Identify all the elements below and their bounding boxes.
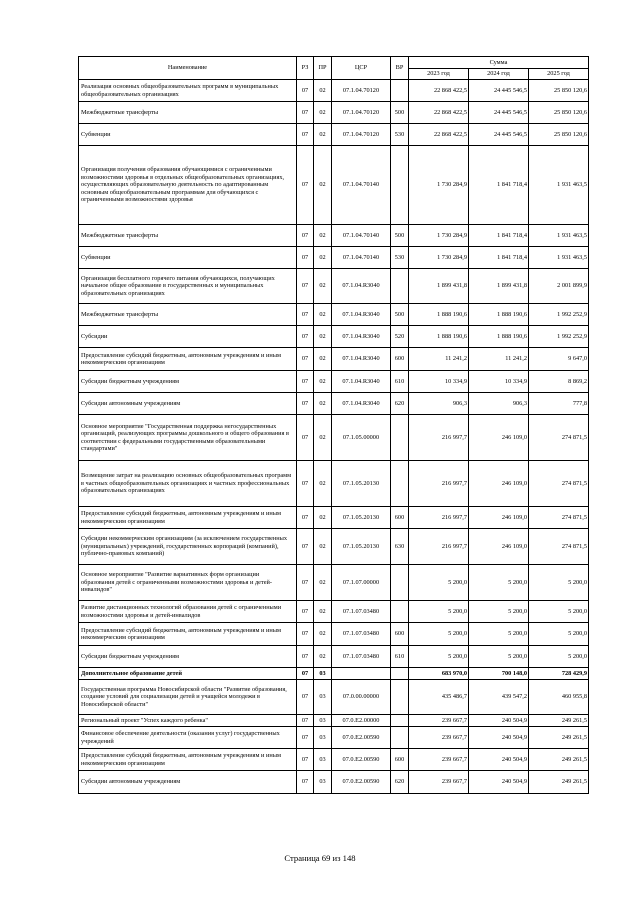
header-year-2023: 2023 год [409,69,469,80]
row-pr: 03 [314,749,332,771]
row-csr: 07.0.E2.00000 [332,715,391,727]
row-value-2025: 728 429,9 [529,668,589,680]
row-name: Межбюджетные трансферты [79,225,297,247]
row-vr [391,565,409,601]
row-value-2024: 11 241,2 [469,348,529,371]
row-rz: 07 [297,304,314,326]
row-rz: 07 [297,269,314,304]
row-pr: 02 [314,304,332,326]
row-value-2025: 249 261,5 [529,715,589,727]
row-value-2023: 1 888 190,6 [409,304,469,326]
row-pr: 02 [314,565,332,601]
row-value-2023: 435 486,7 [409,680,469,715]
row-csr: 07.1.04.70120 [332,102,391,124]
header-pr: ПР [314,57,332,80]
row-value-2023: 906,3 [409,393,469,415]
row-vr: 610 [391,646,409,668]
row-value-2025: 25 850 120,6 [529,124,589,146]
table-row [79,102,589,124]
row-name: Дополнительное образование детей [79,668,297,680]
row-value-2024: 240 504,9 [469,727,529,749]
table-row [79,415,589,461]
row-rz: 07 [297,623,314,646]
row-rz: 07 [297,225,314,247]
row-value-2025: 777,8 [529,393,589,415]
row-value-2023: 22 868 422,5 [409,124,469,146]
row-value-2025: 5 200,0 [529,623,589,646]
row-name: Межбюджетные трансферты [79,304,297,326]
row-value-2025: 1 992 252,9 [529,304,589,326]
table-row [79,727,589,749]
table-row [79,80,589,102]
row-value-2023: 1 730 284,9 [409,146,469,225]
row-value-2025: 249 261,5 [529,727,589,749]
row-value-2024: 1 841 718,4 [469,247,529,269]
header-rz: РЗ [297,57,314,80]
row-pr: 03 [314,668,332,680]
row-pr: 02 [314,102,332,124]
row-name: Организация получения образования обучающимися с ограниченными возможностями здоровья в отдельных общеобразовательных организациях, осуществляющих образовательную деятельность по адаптированным основным общеобразовательным программам для обучающихся с ограниченными возможностями здоровья [79,146,297,225]
row-csr: 07.1.04.70120 [332,124,391,146]
row-rz: 07 [297,102,314,124]
row-value-2023: 216 997,7 [409,507,469,529]
row-pr: 02 [314,415,332,461]
header-row [79,57,589,69]
table-row [79,326,589,348]
row-vr [391,415,409,461]
table-row [79,304,589,326]
row-name: Предоставление субсидий бюджетным, автономным учреждениям и иным некоммерческим организациям [79,623,297,646]
row-value-2023: 239 667,7 [409,771,469,794]
row-pr: 02 [314,80,332,102]
row-name: Субсидии бюджетным учреждениям [79,371,297,393]
row-value-2023: 1 899 431,8 [409,269,469,304]
row-csr: 07.1.04.R3040 [332,304,391,326]
row-vr: 500 [391,304,409,326]
row-value-2024: 5 200,0 [469,646,529,668]
row-pr: 02 [314,326,332,348]
table-row [79,393,589,415]
row-value-2025: 274 871,5 [529,529,589,565]
row-value-2024: 246 109,0 [469,529,529,565]
row-value-2025: 1 992 252,9 [529,326,589,348]
row-value-2025: 1 931 463,5 [529,225,589,247]
row-csr: 07.1.07.03480 [332,646,391,668]
row-value-2025: 5 200,0 [529,601,589,623]
row-pr: 03 [314,771,332,794]
row-value-2025: 1 931 463,5 [529,146,589,225]
row-rz: 07 [297,771,314,794]
row-rz: 07 [297,393,314,415]
row-csr: 07.1.04.70140 [332,225,391,247]
row-value-2025: 274 871,5 [529,461,589,507]
row-value-2023: 239 667,7 [409,727,469,749]
row-value-2023: 216 997,7 [409,529,469,565]
row-pr: 02 [314,646,332,668]
table-row [79,371,589,393]
row-csr: 07.1.04.70140 [332,146,391,225]
table-row [79,146,589,225]
row-name: Субсидии некоммерческим организациям (за исключением государственных (муниципальных) учреждений, государственных корпораций (компаний), публично-правовых компаний) [79,529,297,565]
row-pr: 02 [314,146,332,225]
header-sum: Сумма [409,57,589,69]
row-pr: 02 [314,623,332,646]
row-value-2024: 240 504,9 [469,771,529,794]
row-name: Реализация основных общеобразовательных программ в муниципальных общеобразовательных организациях [79,80,297,102]
row-name: Возмещение затрат на реализацию основных общеобразовательных программ в частных общеобразовательных организациях и частных профессиональных образовательных организациях [79,461,297,507]
row-rz: 07 [297,124,314,146]
row-value-2024: 24 445 546,5 [469,102,529,124]
row-value-2025: 249 261,5 [529,749,589,771]
row-value-2024: 246 109,0 [469,507,529,529]
row-pr: 02 [314,124,332,146]
row-rz: 07 [297,247,314,269]
row-csr: 07.1.04.R3040 [332,371,391,393]
row-value-2023: 5 200,0 [409,623,469,646]
row-name: Субсидии автономным учреждениям [79,393,297,415]
row-rz: 07 [297,415,314,461]
row-value-2024: 439 547,2 [469,680,529,715]
header-vr: ВР [391,57,409,80]
row-value-2023: 11 241,2 [409,348,469,371]
row-csr: 07.1.04.R3040 [332,269,391,304]
table-row [79,247,589,269]
row-value-2024: 5 200,0 [469,565,529,601]
row-value-2024: 1 888 190,6 [469,326,529,348]
row-rz: 07 [297,80,314,102]
row-rz: 07 [297,680,314,715]
row-csr: 07.1.04.70140 [332,247,391,269]
row-csr: 07.1.07.03480 [332,601,391,623]
row-vr [391,269,409,304]
row-value-2024: 10 334,9 [469,371,529,393]
row-value-2025: 274 871,5 [529,415,589,461]
table-row [79,565,589,601]
row-value-2024: 1 899 431,8 [469,269,529,304]
row-value-2023: 1 888 190,6 [409,326,469,348]
table-row [79,601,589,623]
row-csr: 07.0.E2.00590 [332,727,391,749]
row-rz: 07 [297,646,314,668]
row-value-2024: 1 841 718,4 [469,225,529,247]
row-vr [391,80,409,102]
row-vr [391,727,409,749]
row-value-2023: 239 667,7 [409,715,469,727]
table-row [79,715,589,727]
table-row [79,749,589,771]
row-vr: 600 [391,348,409,371]
row-value-2023: 1 730 284,9 [409,247,469,269]
row-vr: 630 [391,529,409,565]
row-pr: 02 [314,507,332,529]
row-vr: 500 [391,225,409,247]
row-csr: 07.1.07.00000 [332,565,391,601]
row-value-2025: 1 931 463,5 [529,247,589,269]
row-vr: 600 [391,507,409,529]
row-pr: 02 [314,269,332,304]
row-name: Межбюджетные трансферты [79,102,297,124]
row-vr: 600 [391,623,409,646]
row-pr: 02 [314,348,332,371]
row-value-2024: 246 109,0 [469,461,529,507]
row-csr: 07.0.E2.00590 [332,771,391,794]
row-value-2025: 5 200,0 [529,646,589,668]
row-vr [391,680,409,715]
row-name: Субсидии бюджетным учреждениям [79,646,297,668]
row-vr: 610 [391,371,409,393]
row-value-2024: 240 504,9 [469,715,529,727]
header-name: Наименование [79,57,297,80]
row-pr: 02 [314,393,332,415]
row-name: Региональный проект "Успех каждого ребенка" [79,715,297,727]
row-rz: 07 [297,749,314,771]
row-csr: 07.1.05.20130 [332,529,391,565]
row-value-2023: 216 997,7 [409,461,469,507]
page-number: Страница 69 из 148 [284,853,356,863]
table-row [79,646,589,668]
row-value-2023: 216 997,7 [409,415,469,461]
row-csr: 07.1.05.20130 [332,507,391,529]
row-csr: 07.0.E2.00590 [332,749,391,771]
row-value-2024: 240 504,9 [469,749,529,771]
row-value-2024: 1 888 190,6 [469,304,529,326]
row-rz: 07 [297,507,314,529]
row-value-2023: 683 970,0 [409,668,469,680]
row-value-2023: 22 868 422,5 [409,80,469,102]
table-row [79,124,589,146]
row-pr: 02 [314,371,332,393]
row-value-2024: 24 445 546,5 [469,124,529,146]
row-rz: 07 [297,727,314,749]
row-pr: 02 [314,461,332,507]
row-name: Субвенции [79,124,297,146]
row-rz: 07 [297,371,314,393]
row-name: Основное мероприятие "Развитие вариативных форм организации образования детей с ограниченными возможностями здоровья и детей-инвалидов" [79,565,297,601]
row-value-2025: 274 871,5 [529,507,589,529]
header-year-2025: 2025 год [529,69,589,80]
row-vr [391,715,409,727]
budget-table [78,56,589,794]
row-value-2023: 10 334,9 [409,371,469,393]
row-csr: 07.1.04.R3040 [332,326,391,348]
row-vr [391,668,409,680]
row-vr [391,146,409,225]
row-name: Субсидии [79,326,297,348]
row-pr: 03 [314,727,332,749]
row-value-2023: 5 200,0 [409,646,469,668]
row-csr: 07.1.07.03480 [332,623,391,646]
row-value-2024: 5 200,0 [469,601,529,623]
row-value-2025: 9 647,0 [529,348,589,371]
table-row [79,225,589,247]
row-name: Государственная программа Новосибирской области "Развитие образования, создание условий для социализации детей и учащейся молодежи в Новосибирской области" [79,680,297,715]
table-row [79,771,589,794]
row-csr: 07.1.04.R3040 [332,348,391,371]
row-rz: 07 [297,529,314,565]
table-row [79,269,589,304]
row-vr: 620 [391,393,409,415]
row-value-2024: 246 109,0 [469,415,529,461]
row-vr: 520 [391,326,409,348]
row-pr: 02 [314,225,332,247]
row-vr: 530 [391,124,409,146]
row-value-2024: 700 148,0 [469,668,529,680]
header-csr: ЦСР [332,57,391,80]
row-csr: 07.1.04.70120 [332,80,391,102]
row-value-2023: 1 730 284,9 [409,225,469,247]
row-vr: 620 [391,771,409,794]
table-row [79,507,589,529]
row-csr: 07.1.05.00000 [332,415,391,461]
row-value-2024: 1 841 718,4 [469,146,529,225]
row-name: Основное мероприятие "Государственная поддержка негосударственных организаций, реализующих программы дошкольного и общего образования в соответствии с федеральными государственными образовательными стандартами" [79,415,297,461]
row-rz: 07 [297,565,314,601]
row-csr: 07.1.04.R3040 [332,393,391,415]
row-vr [391,601,409,623]
row-rz: 07 [297,601,314,623]
row-name: Субсидии автономным учреждениям [79,771,297,794]
table-row [79,680,589,715]
row-value-2025: 5 200,0 [529,565,589,601]
row-pr: 02 [314,601,332,623]
row-rz: 07 [297,461,314,507]
row-name: Организация бесплатного горячего питания обучающихся, получающих начальное общее образование в государственных и муниципальных образовательных организациях [79,269,297,304]
row-rz: 07 [297,348,314,371]
row-name: Финансовое обеспечение деятельности (оказания услуг) государственных учреждений [79,727,297,749]
row-rz: 07 [297,146,314,225]
row-csr: 07.0.00.00000 [332,680,391,715]
header-year-2024: 2024 год [469,69,529,80]
row-vr: 600 [391,749,409,771]
table-row [79,668,589,680]
row-value-2025: 8 869,2 [529,371,589,393]
row-csr: 07.1.05.20130 [332,461,391,507]
row-rz: 07 [297,715,314,727]
row-vr: 500 [391,102,409,124]
row-value-2023: 5 200,0 [409,565,469,601]
row-name: Предоставление субсидий бюджетным, автономным учреждениям и иным некоммерческим организациям [79,507,297,529]
row-vr [391,461,409,507]
row-rz: 07 [297,668,314,680]
row-value-2023: 239 667,7 [409,749,469,771]
row-value-2024: 906,3 [469,393,529,415]
row-name: Развитие дистанционных технологий образования детей с ограниченными возможностями здоровья и детей-инвалидов [79,601,297,623]
row-rz: 07 [297,326,314,348]
row-value-2025: 2 001 899,9 [529,269,589,304]
row-value-2024: 24 445 546,5 [469,80,529,102]
row-value-2025: 249 261,5 [529,771,589,794]
table-row [79,461,589,507]
row-pr: 02 [314,247,332,269]
row-name: Субвенции [79,247,297,269]
row-vr: 530 [391,247,409,269]
row-name: Предоставление субсидий бюджетным, автономным учреждениям и иным некоммерческим организациям [79,348,297,371]
row-csr [332,668,391,680]
row-value-2023: 22 868 422,5 [409,102,469,124]
table-row [79,529,589,565]
row-value-2025: 25 850 120,6 [529,80,589,102]
row-name: Предоставление субсидий бюджетным, автономным учреждениям и иным некоммерческим организациям [79,749,297,771]
row-value-2024: 5 200,0 [469,623,529,646]
row-pr: 03 [314,715,332,727]
row-pr: 02 [314,529,332,565]
table-row [79,348,589,371]
table-row [79,623,589,646]
row-value-2023: 5 200,0 [409,601,469,623]
row-value-2025: 25 850 120,6 [529,102,589,124]
row-value-2025: 460 955,8 [529,680,589,715]
row-pr: 03 [314,680,332,715]
